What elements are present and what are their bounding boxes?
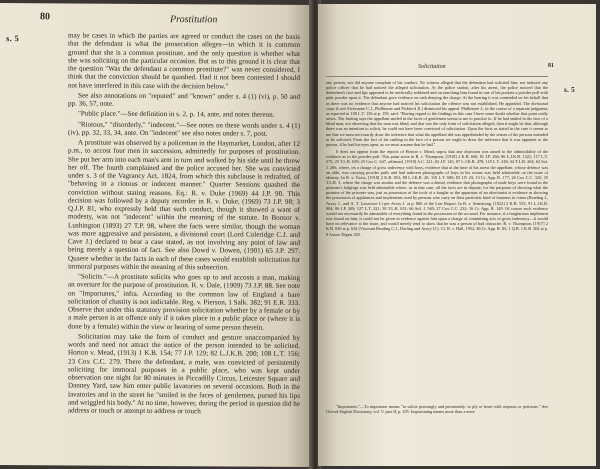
left-page (0, 3, 313, 467)
paragraph: See also annotations on "reputed" and "known" under s. 4 (1) (vi), p. 50 and pp. 36, 57, note. (68, 91, 300, 108)
paragraph: "Solicits."—A prostitute solicits who goes up to and accosts a man, making an overture for the purpose of prostitution. R. v. Dale, (1909) 73 J.P. 88. See note on "Importunes," infra. According to the common law of England a bare solicitation of chastity is not indictable. Reg. v. Pierson, 1 Salk. 382; 91 E.R. 333. Observe that under this statutory provision solicitation whether by a female or by a male person is an offence only if it takes place in a public place or (where it is done by a female) within the view or hearing of some person therein. (68, 272, 300, 332)
footnote (326, 404, 548, 414)
running-head: Solicitation (418, 64, 446, 70)
paragraph: may be cases in which the parties are agreed or conduct the cases on the basis that the defendant is what the prosecution alleges—in which it is common ground that she is a common prostitute, and the only question is whether what she was soliciting on the particular occasion. But as to this ground it is clear that the question "Was the defendant a common prostitute?" was never considered, I think that the conviction should be quashed. Had it not been contested I should not have interfered in this case with the decision below." (68, 31, 300, 90)
section-margin-number: s. 5 (6, 33, 20, 44)
paragraph: A prostitute was observed by a policeman in the Haymarket, London, after 12 p.m., to accost four men in succession, admittedly for purposes of prostitution. She put her arm into each man's arm in turn and walked by his side until he threw her off. The fourth complained and the police accused her. She was convicted under s. 3 of the Vagrancy Act, 1824, from which this subclause is redrafted, of "behaving in a riotous or indecent manner." Quarter Sessions quashed the conviction without stating reasons. Eq.: R. v. Duke (1969) 44 J.P. 90. This decision was followed by a deputy recorder in R. v. Duke, (1969) 73 J.P. 98; 3 Q.J.P. 81, who expressly held that such conduct, though it showed a want of modesty, was not "indecent" within the meaning of the statute. In Bonsor v. Lushington (1893) 27 T.P. 98, where the facts were similar, though the woman was more aggressive and persistent, a divisional court (Lord Coleridge C.J. and Cave J.) declared to bear a case stated, as not involving any point of law and being merely a question of fact. See also Dowd v. Dowen, (1901) 65 J.P. 297. Quaere whether in the facts in each of these cases would establish solicitation for immoral purposes within the meaning of this subsection. (68, 138, 300, 272)
paragraph: Solicitation may take the form of conduct and gesture unaccompanied by words and need not attract the notice of the person intended to be solicited. Horton v. Mead, (1913) 1 K.B. 154; 77 J.P. 129; 82 L.J.K.B. 200; 108 L.T. 156; 23 Cox C.C. 279. There the defendant, a male, was convicted of persistently soliciting for immoral purposes in a public place, who was kept under observation one night for 80 minutes in Piccadilly Circus, Leicester Square and Danney Yard, saw him enter public lavatories on several occasions. Both in the lavatories and in the street he "smiled in the faces of gentlemen, pursed his lips and wriggled his body." At no time, however, during the period in question did he address or touch or attempt to address or touch (68, 332, 300, 416)
page-number: 81 (548, 63, 554, 69)
left-body-text (68, 31, 300, 418)
running-head: Prostitution (170, 14, 218, 26)
paragraph: any person, nor did anyone complain of his conduct. No witness alleged that the defendant had solicited him, nor induced any police officer that he had noticed the alleged solicitation. At the police station, after his arrest, the police noticed that the defendant's face and lips appeared to be artificially reddened and on searching him found in one of his pockets a powder puff with pink powder upon it. The defendant gave evidence on oath denying the charge. At the hearing it was contended on his behalf that as there was no evidence that anyone had noticed his solicitation the offence was not established. He appealed. The divisional court (Lord Alverstone C.J., Phillimore and Pickford JJ.) dismissed his appeal. Phillimore J., in the course of a separate judgment, as reported in 108 L.T. 156 at p. 159, said: "Having regard to the findings in this case I have some doubt whether that point really arises. The finding says the appellant smiled in the faces of gentlemen seems to me to practise to. If he had smiled in the face of a blind man, not observing that the man was blind, and that was the only form of solicitation alleged, then it might be that, although there was an intention to solicit, he could not have been convicted of solicitation. Upon the facts as stated in the case it seems to me that we must necessarily draw the inference that what the appellant did was apprehended by the senses of the persons intended to be solicited. From the fact of his smiling in the face of a person we ought to draw the inference that it was apparent to the person, if he had his eyes open, as we must assume that he had." (326, 80, 548, 147)
right-page (318, 4, 596, 466)
header-rule (326, 76, 548, 77)
footnote-text: "Importunes."—To importune means "to solicit pressingly and persistently: to ply or beset with requests or petitions." See Oxford English Dictionary, vol. V. part II, p. 105. Importuning means more than a mere (326, 404, 548, 415)
right-body-text (326, 80, 548, 239)
paragraph: "Public place."—See definition in s. 2, p. 14, ante, and notes thereon. (78, 109, 275, 119)
section-margin-number: s. 5 (564, 86, 575, 94)
paragraph: "Riotous," "disorderly," "indecent."—See notes on these words under s. 4 (1) (iv), pp. 32, 33, 34, ante. On "indecent" see also notes under s. 7, post. (68, 120, 300, 138)
paragraph: It does not appear from the reports of Horton v. Mead, supra, that any objection was raised to the admissibility of the evidence as to the powder puff. This point arose in R. v. Thompson, [1918] 2 K.B. 600; 81 J.P. 266; 86 L.J.K.B. 1321; 117 L.T. 575; 25 T.L.R. 639; 25 Cox C. 647, affirmed, [1918] A.C. 221; 82 J.P. 145; 87 L.J.K.B. 478; 118 L.T. 418; 34 T.L.R. 204; 62 Sol. J. 266, where, on a charge of gross indecency with boys, evidence that at the time of his arrest the appellant, whose defence was an alibi, was carrying powder puffs and had indecent photographs of boys in his rooms was held admissible on the issue of identity. In R. v. Twiss, [1918] 2 K.B. 853; 88 L.J.K.B. 20; 119 L.T. 680; 83 J.P. 23; 13 Cr. App. R. 177; 26 Cox C.C. 325; 35 T.L.R. 3, where the charge was similar and the defence was a denial, evidence that photographs of nude boys were found in the prisoner's lodgings was held admissible where, as in that case, all the facts are in dispute, for the purposes of showing what the promise of the prisoner was, just as possession of the tools of a burglar or the apparatus of an abortionist is evidence as showing the possession of appliances and implements used by persons who carry on their particular kind of business in crime (Reading J., Avory J., and A. T. Lawrence J.) per Avory J. at p. 860 of the Law Report. In R. v. Armstrong, [1922] 2 K.B. 555; 91 L.J.K.B. 904; 86 J.P. 209; 127 L.T. 221; 38 T.L.R. 631; 66 Sol. J. 540; 27 Cox C.C. 232; 16 Cr. App. R. 149. Of course such evidence would not necessarily be admissible of everything found in the possession of the accused. For instance, if a burglarious implement was found on him, it could not be given in evidence against him upon a charge of committing acts of gross indecency—it would have no relevance to the issue, and would merely tend to show that he was a person of bad character. R. v. Thompson, [1917] 2 K.B. 630 at p. 634 (Viscount Reading C.J., Darling and Avory JJ.). Cf. R. v. Hall, 1952, 36 Cr. App. R. 85; 1 Q.B. 1 K.B. 302 at p. 8 Assize Digest 303. (326, 149, 548, 237)
page-number: 80 (40, 11, 50, 23)
